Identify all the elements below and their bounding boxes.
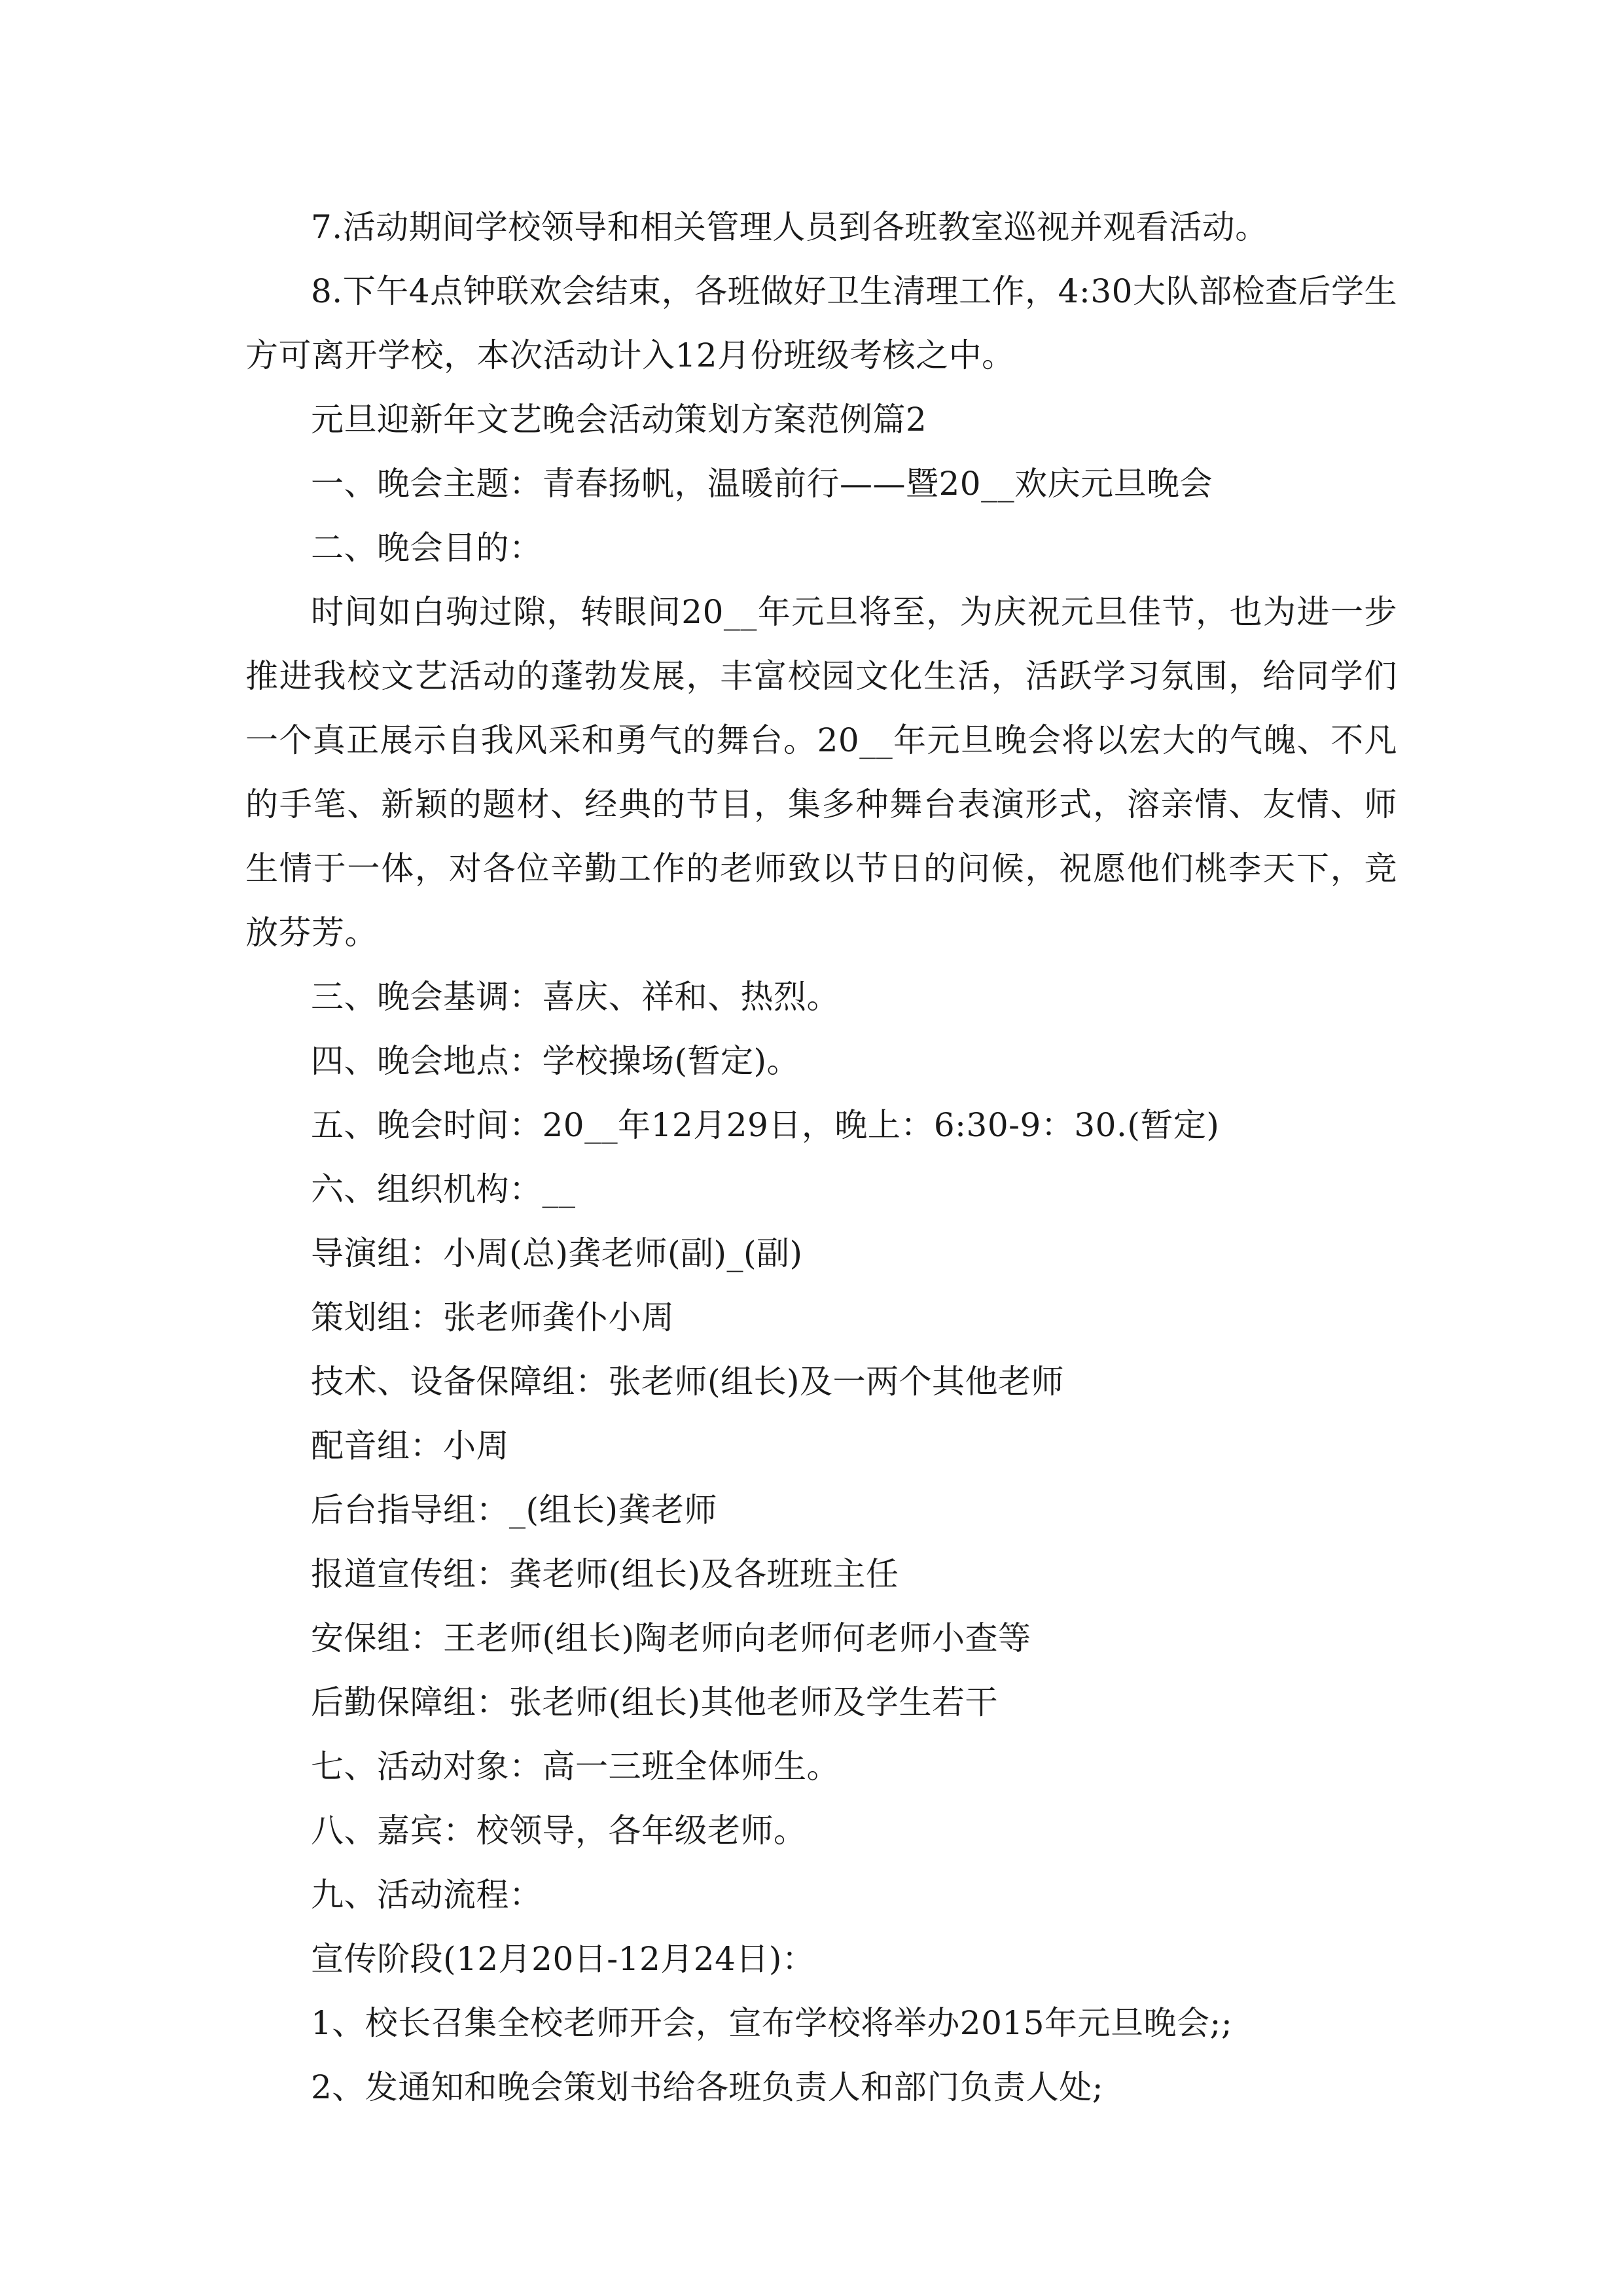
heading-guests: 八、嘉宾：校领导，各年级老师。 [311, 1812, 807, 1850]
heading-purpose: 二、晚会目的： [311, 529, 543, 567]
document-body [245, 195, 1397, 2119]
heading-time: 五、晚会时间：20__年12月29日，晚上：6:30-9：30.(暂定) [311, 1106, 1220, 1144]
org-tech-group: 技术、设备保障组：张老师(组长)及一两个其他老师 [311, 1363, 1065, 1401]
heading-tone: 三、晚会基调：喜庆、祥和、热烈。 [311, 978, 840, 1016]
heading-audience: 七、活动对象：高一三班全体师生。 [311, 1748, 840, 1785]
paragraph-purpose: 时间如白驹过隙，转眼间20__年元旦将至，为庆祝元旦佳节，也为进一步推进我校文艺活动的蓬勃发展，丰富校园文化生活，活跃学习氛围，给同学们一个真正展示自我风采和勇气的舞台。20__年元旦晚会将以宏大的气魄、不凡的手笔、新颖的题材、经典的节目，集多种舞台表演形式，溶亲情、友情、师生情于一体，对各位辛勤工作的老师致以节日的问候，祝愿他们桃李天下，竞放芬芳。 [245, 593, 1397, 952]
heading-theme: 一、晚会主题：青春扬帆，温暖前行——暨20__欢庆元旦晚会 [311, 465, 1213, 503]
heading-venue: 四、晚会地点：学校操场(暂定)。 [311, 1042, 800, 1080]
org-planning-group: 策划组：张老师龚仆小周 [311, 1299, 675, 1336]
paragraph-item-8: 8.下午4点钟联欢会结束，各班做好卫生清理工作，4:30大队部检查后学生方可离开学校，本次活动计入12月份班级考核之中。 [245, 272, 1397, 374]
list-item-2: 2、发通知和晚会策划书给各班负责人和部门负责人处; [311, 2068, 1104, 2106]
org-director-group: 导演组：小周(总)龚老师(副)_(副) [311, 1234, 803, 1272]
section-title: 元旦迎新年文艺晚会活动策划方案范例篇2 [311, 401, 927, 439]
org-dubbing-group: 配音组：小周 [311, 1427, 509, 1465]
heading-process: 九、活动流程： [311, 1876, 543, 1914]
org-logistics-group: 后勤保障组：张老师(组长)其他老师及学生若干 [311, 1683, 999, 1721]
heading-organization: 六、组织机构：__ [311, 1170, 576, 1208]
stage-publicity: 宣传阶段(12月20日-12月24日)： [311, 1940, 815, 1978]
org-backstage-group: 后台指导组：_(组长)龚老师 [311, 1491, 718, 1529]
org-security-group: 安保组：王老师(组长)陶老师向老师何老师小查等 [311, 1619, 1031, 1657]
paragraph-item-7: 7.活动期间学校领导和相关管理人员到各班教室巡视并观看活动。 [311, 208, 1268, 246]
org-publicity-group: 报道宣传组：龚老师(组长)及各班班主任 [311, 1555, 899, 1593]
list-item-1: 1、校长召集全校老师开会，宣布学校将举办2015年元旦晚会;; [311, 2004, 1233, 2042]
